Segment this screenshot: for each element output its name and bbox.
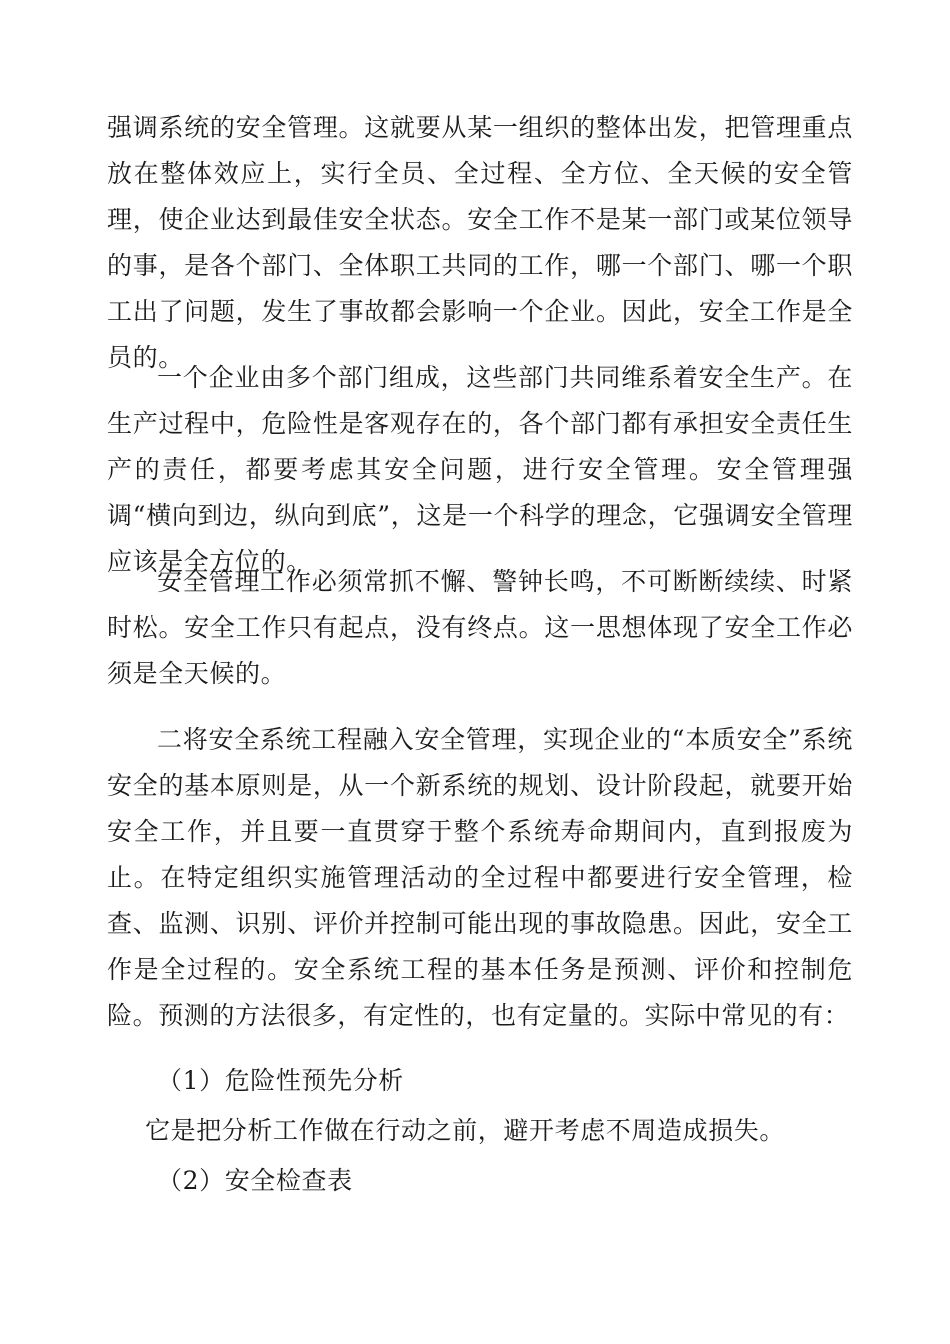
list-item-description-1: 它是把分析工作做在行动之前，避开考虑不周造成损失。 bbox=[145, 1116, 786, 1145]
paragraph-2: 一个企业由多个部门组成，这些部门共同维系着安全生产。在生产过程中，危险性是客观存在的，各个部门都有承担安全责任生产的责任，都要考虑其安全问题，进行安全管理。安全管理强调“横向到边，纵向到底”，这是一个科学的理念，它强调安全管理应该是全方位的。 bbox=[107, 363, 853, 576]
list-item-heading-1: （1）危险性预先分析 bbox=[157, 1066, 404, 1095]
paragraph-4: 二将安全系统工程融入安全管理，实现企业的“本质安全”系统安全的基本原则是，从一个新系统的规划、设计阶段起，就要开始安全工作，并且要一直贯穿于整个系统寿命期间内，直到报废为止。在特定组织实施管理活动的全过程中都要进行安全管理，检查、监测、识别、评价并控制可能出现的事故隐患。因此，安全工作是全过程的。安全系统工程的基本任务是预测、评价和控制危险。预测的方法很多，有定性的，也有定量的。实际中常见的有： bbox=[107, 725, 853, 1030]
paragraph-1: 强调系统的安全管理。这就要从某一组织的整体出发，把管理重点放在整体效应上，实行全员、全过程、全方位、全天候的安全管理，使企业达到最佳安全状态。安全工作不是某一部门或某位领导的事，是各个部门、全体职工共同的工作，哪一个部门、哪一个职工出了问题，发生了事故都会影响一个企业。因此，安全工作是全员的。 bbox=[107, 113, 853, 372]
paragraph-3: 安全管理工作必须常抓不懈、警钟长鸣，不可断断续续、时紧时松。安全工作只有起点，没有终点。这一思想体现了安全工作必须是全天候的。 bbox=[107, 567, 853, 688]
list-item-heading-2: （2）安全检查表 bbox=[157, 1166, 353, 1195]
